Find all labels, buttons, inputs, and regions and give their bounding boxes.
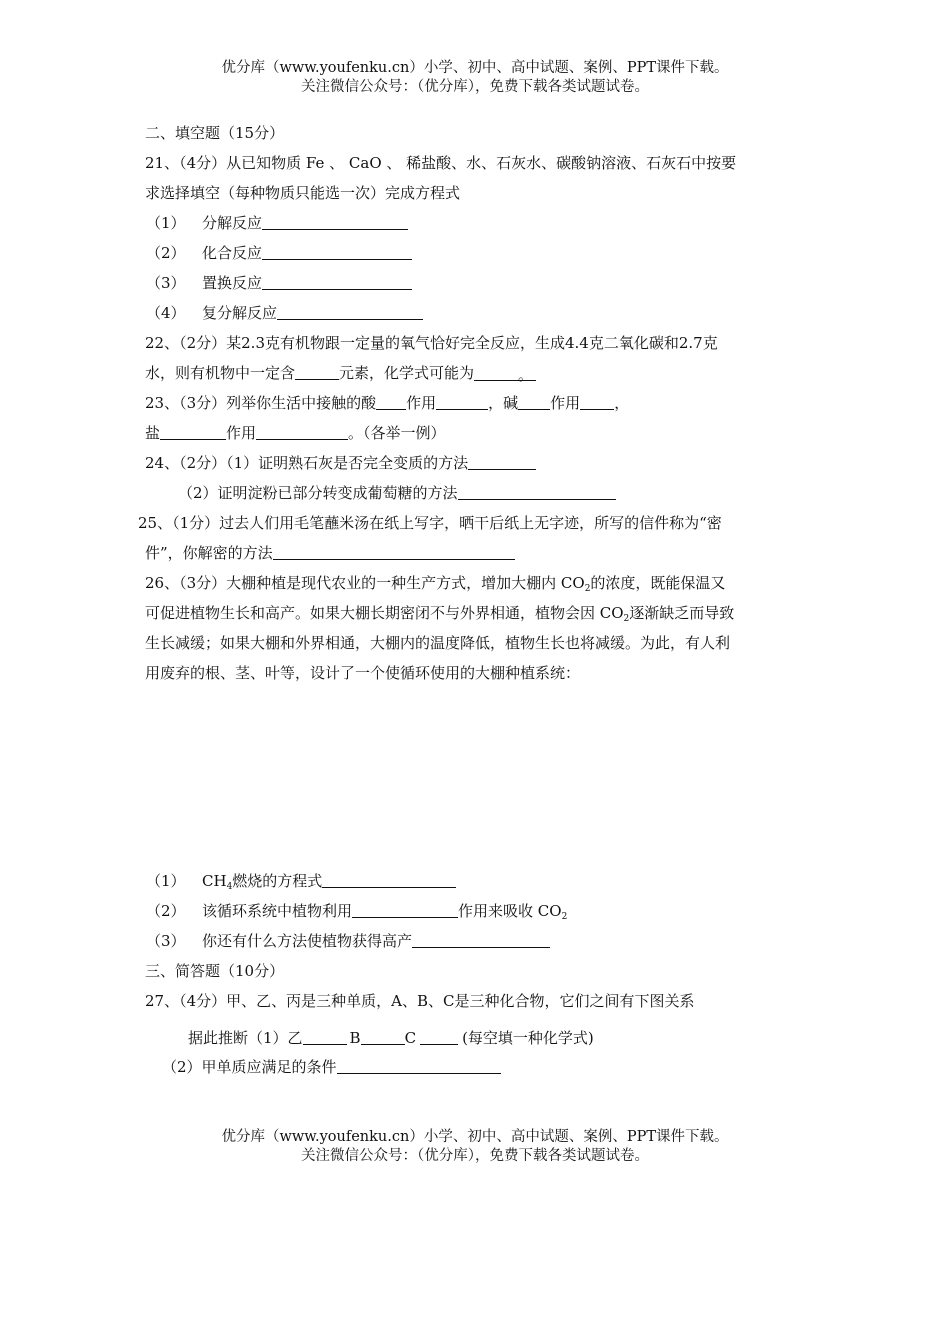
header-line-1: 优分库（www.youfenku.cn）小学、初中、高中试题、案例、PPT课件下载。 — [221, 60, 729, 76]
answer-blank[interactable] — [273, 544, 515, 560]
answer-blank[interactable] — [458, 484, 616, 500]
answer-blank[interactable]: 。 — [474, 365, 536, 381]
answer-blank[interactable] — [262, 214, 408, 230]
answer-blank[interactable] — [420, 1029, 458, 1045]
q26-line-2: 可促进植物生长和高产。如果大棚长期密闭不与外界相通，植物会因 $CO_2$逐渐缺乏而导致 — [145, 604, 735, 624]
q21-item-num: （4） — [146, 304, 186, 322]
q25-line-2: 件”，你解密的方法 — [145, 543, 515, 563]
q21-item-text: 置换反应 — [202, 274, 263, 292]
header-line-2: 关注微信公众号：（优分库），免费下载各类试题试卷。 — [301, 79, 649, 95]
q26-line-1: 26、（3分）大棚种植是现代农业的一种生产方式，增加大棚内 $CO_2$的浓度，既能保温又 — [145, 574, 726, 594]
q24-line-2: （2）证明淀粉已部分转变成葡萄糖的方法 — [178, 483, 616, 503]
answer-blank[interactable] — [160, 424, 226, 440]
section2-title: 二、填空题（15分） — [145, 124, 285, 142]
q21-item-num: （2） — [146, 244, 186, 262]
q25-line-1: 25、（1分）过去人们用毛笔蘸米汤在纸上写字，晒干后纸上无字迹，所写的信件称为“密 — [138, 514, 722, 532]
q21-item-4 — [146, 303, 423, 323]
answer-blank[interactable] — [256, 424, 348, 440]
answer-blank[interactable] — [361, 1029, 405, 1045]
q21-item-text: 分解反应 — [202, 214, 263, 232]
q22-line-2: 水，则有机物中一定含 元素，化学式可能为 。 — [145, 363, 536, 383]
q21-item-text: 复分解反应 — [202, 304, 278, 322]
q22-line-1: 22、（2分）某2.3克有机物跟一定量的氧气恰好完全反应，生成4.4克二氧化碳和2.7克 — [145, 334, 718, 352]
q26-line-3: 生长减缓；如果大棚和外界相通，大棚内的温度降低，植物生长也将减缓。为此，有人利 — [145, 634, 731, 652]
q27-line-1: 27、（4分）甲、乙、丙是三种单质，A、B、C是三种化合物，它们之间有下图关系 — [145, 992, 695, 1010]
q26-item-3: （3） 你还有什么方法使植物获得高产 — [146, 931, 550, 951]
q27-line-3: （2）甲单质应满足的条件 — [162, 1057, 501, 1077]
answer-blank[interactable] — [436, 394, 488, 410]
q23-line-1: 23、（3分）列举你生活中接触的酸 作用 ，碱 作用 ， — [145, 394, 630, 412]
q21-item-1 — [146, 213, 408, 233]
q21-item-3 — [146, 273, 412, 293]
q21-item-num: （1） — [146, 214, 186, 232]
section3-title: 三、简答题（10分） — [145, 962, 285, 980]
answer-blank[interactable] — [303, 1029, 347, 1045]
footer-line-1: 优分库（www.youfenku.cn）小学、初中、高中试题、案例、PPT课件下载。 — [221, 1129, 729, 1145]
answer-blank[interactable] — [376, 394, 406, 410]
answer-blank[interactable] — [352, 902, 458, 918]
q21-item-num: （3） — [146, 274, 186, 292]
q26-item-1: （1） $CH_4$燃烧的方程式 — [146, 871, 456, 891]
answer-blank[interactable] — [277, 304, 423, 320]
answer-blank[interactable] — [412, 932, 550, 948]
answer-blank[interactable] — [262, 244, 412, 260]
q26-item-2: （2） 该循环系统中植物利用 作用来吸收 $CO_2$ — [146, 902, 568, 922]
q21-item-text: 化合反应 — [202, 244, 263, 262]
q23-line-2: 盐 作用 。（各举一例） — [145, 424, 446, 442]
answer-blank[interactable] — [468, 454, 536, 470]
footer-line-2: 关注微信公众号：（优分库），免费下载各类试题试卷。 — [301, 1148, 649, 1164]
answer-blank[interactable] — [580, 394, 614, 410]
q26-line-4: 用废弃的根、茎、叶等，设计了一个使循环使用的大棚种植系统： — [145, 664, 581, 682]
q21-line-1: 21、（4分）从已知物质 Fe 、 CaO 、 稀盐酸、水、石灰水、碳酸钠溶液、石灰石中按要 — [145, 154, 737, 172]
q27-line-2: 据此推断（1）乙 B C (每空填一种化学式) — [188, 1029, 594, 1047]
answer-blank[interactable] — [295, 364, 339, 380]
answer-blank[interactable] — [518, 394, 550, 410]
q21-line-2: 求选择填空（每种物质只能选一次）完成方程式 — [145, 184, 461, 202]
q24-line-1: 24、（2分）（1）证明熟石灰是否完全变质的方法 — [145, 453, 536, 473]
q21-item-2 — [146, 243, 412, 263]
answer-blank[interactable] — [262, 274, 412, 290]
answer-blank[interactable] — [337, 1058, 501, 1074]
answer-blank[interactable] — [322, 872, 456, 888]
